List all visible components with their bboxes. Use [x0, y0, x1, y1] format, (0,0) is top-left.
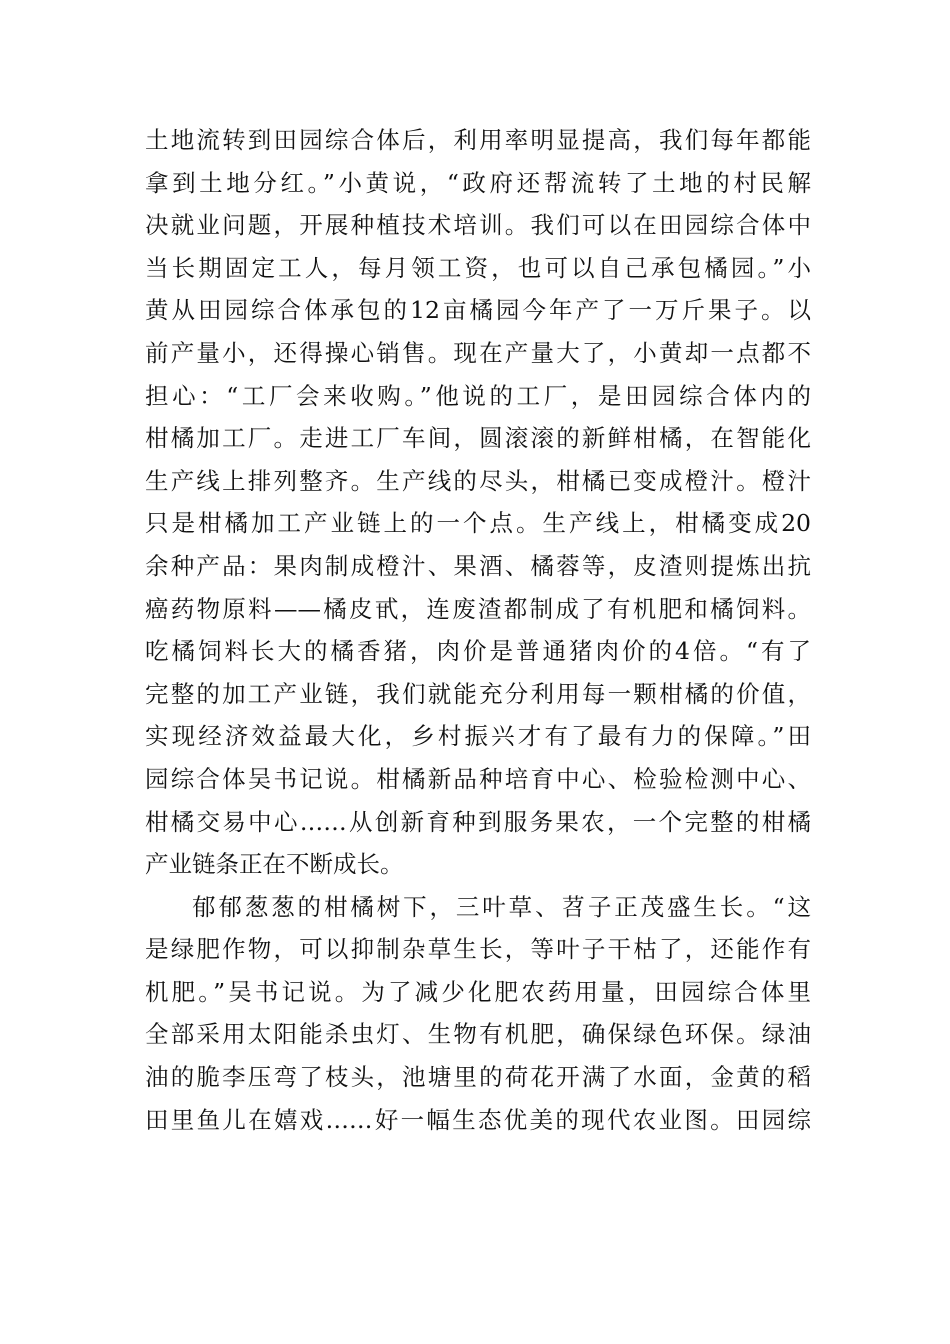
text-line: 柑橘加工厂。走进工厂车间，圆滚滚的新鲜柑橘，在智能化	[145, 424, 811, 453]
text-line: 柑橘交易中心……从创新育种到服务果农，一个完整的柑橘	[145, 807, 811, 836]
text-line: 担心：“工厂会来收购。”他说的工厂，是田园综合体内的	[145, 381, 811, 410]
text-line: 油的脆李压弯了枝头，池塘里的荷花开满了水面，金黄的稻	[145, 1063, 811, 1092]
text-line: 生产线上排列整齐。生产线的尽头，柑橘已变成橙汁。橙汁	[145, 466, 811, 495]
text-line: 癌药物原料——橘皮甙，连废渣都制成了有机肥和橘饲料。	[145, 594, 811, 623]
text-line: 全部采用太阳能杀虫灯、生物有机肥，确保绿色环保。绿油	[145, 1020, 811, 1049]
text-line: 园综合体吴书记说。柑橘新品种培育中心、检验检测中心、	[145, 764, 811, 793]
text-line: 是绿肥作物，可以抑制杂草生长，等叶子干枯了，还能作有	[145, 935, 811, 964]
text-line: 前产量小，还得操心销售。现在产量大了，小黄却一点都不	[145, 338, 811, 367]
text-line: 吃橘饲料长大的橘香猪，肉价是普通猪肉价的4倍。“有了	[145, 637, 811, 666]
text-line: 黄从田园综合体承包的12亩橘园今年产了一万斤果子。以	[145, 296, 811, 325]
text-line: 完整的加工产业链，我们就能充分利用每一颗柑橘的价值，	[145, 679, 811, 708]
text-line: 实现经济效益最大化，乡村振兴才有了最有力的保障。”田	[145, 722, 811, 751]
text-line: 拿到土地分红。”小黄说，“政府还帮流转了土地的村民解	[145, 168, 811, 197]
text-line: 机肥。”吴书记说。为了减少化肥农药用量，田园综合体里	[145, 977, 811, 1006]
text-line: 只是柑橘加工产业链上的一个点。生产线上，柑橘变成20	[145, 509, 811, 538]
text-line: 当长期固定工人，每月领工资，也可以自己承包橘园。”小	[145, 253, 811, 282]
text-line: 郁郁葱葱的柑橘树下，三叶草、苕子正茂盛生长。“这	[192, 892, 811, 921]
text-line: 决就业问题，开展种植技术培训。我们可以在田园综合体中	[145, 211, 811, 240]
body-text	[145, 119, 811, 1141]
text-line: 产业链条正在不断成长。	[145, 850, 404, 879]
text-line: 余种产品：果肉制成橙汁、果酒、橘蓉等，皮渣则提炼出抗	[145, 551, 811, 580]
text-line: 土地流转到田园综合体后，利用率明显提高，我们每年都能	[145, 126, 811, 154]
text-line: 田里鱼儿在嬉戏……好一幅生态优美的现代农业图。田园综	[145, 1105, 811, 1134]
